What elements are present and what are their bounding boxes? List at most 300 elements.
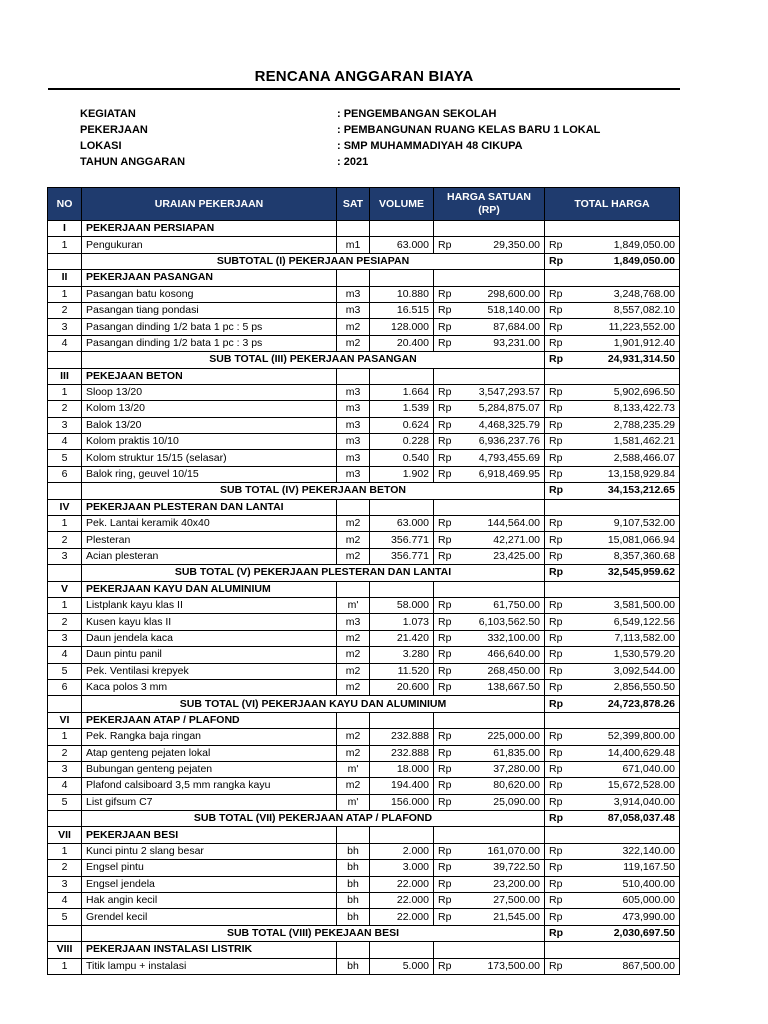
subtotal-blank xyxy=(48,925,82,941)
currency-label: Rp xyxy=(434,417,467,433)
item-row xyxy=(48,450,680,466)
item-total: 3,581,500.00 xyxy=(577,597,680,613)
volume-cell xyxy=(370,270,434,286)
currency-label: Rp xyxy=(434,663,467,679)
item-number: 2 xyxy=(48,860,82,876)
harga-cell xyxy=(467,221,545,237)
header-no: NO xyxy=(48,188,82,221)
currency-label: Rp xyxy=(545,384,577,400)
item-volume: 11.520 xyxy=(370,663,434,679)
meta-value: : PEMBANGUNAN RUANG KELAS BARU 1 LOKAL xyxy=(337,124,601,136)
item-description: Listplank kayu klas II xyxy=(82,597,337,613)
subtotal-value: 87,058,037.48 xyxy=(577,811,680,827)
item-volume: 356.771 xyxy=(370,548,434,564)
unit-price: 27,500.00 xyxy=(467,893,545,909)
currency-label: Rp xyxy=(545,958,577,974)
item-total: 473,990.00 xyxy=(577,909,680,925)
currency-label: Rp xyxy=(434,335,467,351)
budget-table xyxy=(47,187,680,975)
subtotal-row xyxy=(48,696,680,712)
item-volume: 22.000 xyxy=(370,876,434,892)
item-volume: 5.000 xyxy=(370,958,434,974)
section-row xyxy=(48,827,680,843)
unit-price: 225,000.00 xyxy=(467,729,545,745)
item-row xyxy=(48,384,680,400)
subtotal-row xyxy=(48,253,680,269)
currency-label: Rp xyxy=(545,745,577,761)
item-volume: 3.280 xyxy=(370,647,434,663)
item-unit: m2 xyxy=(337,745,370,761)
rp-cell xyxy=(545,368,577,384)
unit-price: 6,936,237.76 xyxy=(467,434,545,450)
subtotal-value: 24,723,878.26 xyxy=(577,696,680,712)
item-total: 15,081,066.94 xyxy=(577,532,680,548)
unit-price: 4,793,455.69 xyxy=(467,450,545,466)
currency-label: Rp xyxy=(545,647,577,663)
header-sat: SAT xyxy=(337,188,370,221)
item-unit: m2 xyxy=(337,548,370,564)
item-total: 2,588,466.07 xyxy=(577,450,680,466)
currency-label: Rp xyxy=(434,401,467,417)
item-row xyxy=(48,647,680,663)
harga-cell xyxy=(467,827,545,843)
project-info xyxy=(80,106,640,170)
section-number: VIII xyxy=(48,942,82,958)
item-description: Pasangan batu kosong xyxy=(82,286,337,302)
item-total: 52,399,800.00 xyxy=(577,729,680,745)
item-volume: 22.000 xyxy=(370,909,434,925)
meta-value: : SMP MUHAMMADIYAH 48 CIKUPA xyxy=(337,140,523,152)
volume-cell xyxy=(370,221,434,237)
currency-label: Rp xyxy=(434,450,467,466)
total-cell xyxy=(577,499,680,515)
item-row xyxy=(48,335,680,351)
item-description: Plafond calsiboard 3,5 mm rangka kayu xyxy=(82,778,337,794)
item-description: Engsel pintu xyxy=(82,860,337,876)
document-title: RENCANA ANGGARAN BIAYA xyxy=(254,68,474,85)
volume-cell xyxy=(370,827,434,843)
currency-label: Rp xyxy=(545,401,577,417)
item-number: 2 xyxy=(48,401,82,417)
item-number: 1 xyxy=(48,843,82,859)
section-number: I xyxy=(48,221,82,237)
item-row xyxy=(48,860,680,876)
table-header-row xyxy=(48,188,680,221)
harga-cell xyxy=(467,499,545,515)
rp-cell xyxy=(545,581,577,597)
subtotal-value: 2,030,697.50 xyxy=(577,925,680,941)
item-row xyxy=(48,958,680,974)
item-number: 2 xyxy=(48,745,82,761)
item-number: 3 xyxy=(48,319,82,335)
currency-label: Rp xyxy=(434,647,467,663)
sat-cell xyxy=(337,221,370,237)
item-row xyxy=(48,794,680,810)
item-total: 1,849,050.00 xyxy=(577,237,680,253)
item-number: 2 xyxy=(48,532,82,548)
section-title: PEKERJAAN BESI xyxy=(82,827,337,843)
item-description: Plesteran xyxy=(82,532,337,548)
item-description: Atap genteng pejaten lokal xyxy=(82,745,337,761)
item-number: 4 xyxy=(48,778,82,794)
item-row xyxy=(48,532,680,548)
sat-cell xyxy=(337,942,370,958)
currency-label: Rp xyxy=(434,516,467,532)
currency-label: Rp xyxy=(545,532,577,548)
unit-price: 138,667.50 xyxy=(467,679,545,695)
item-number: 4 xyxy=(48,434,82,450)
item-volume: 3.000 xyxy=(370,860,434,876)
item-total: 1,901,912.40 xyxy=(577,335,680,351)
rp-cell xyxy=(434,942,467,958)
item-row xyxy=(48,843,680,859)
item-total: 605,000.00 xyxy=(577,893,680,909)
currency-label: Rp xyxy=(545,466,577,482)
currency-label: Rp xyxy=(545,679,577,695)
item-total: 3,248,768.00 xyxy=(577,286,680,302)
currency-label: Rp xyxy=(434,434,467,450)
subtotal-label: SUB TOTAL (VIII) PEKEJAAN BESI xyxy=(82,925,545,941)
item-volume: 128.000 xyxy=(370,319,434,335)
currency-label: Rp xyxy=(434,729,467,745)
currency-label: Rp xyxy=(434,630,467,646)
currency-label: Rp xyxy=(545,843,577,859)
currency-label: Rp xyxy=(434,384,467,400)
volume-cell xyxy=(370,581,434,597)
volume-cell xyxy=(370,368,434,384)
item-description: Balok ring, geuvel 10/15 xyxy=(82,466,337,482)
item-description: Daun pintu panil xyxy=(82,647,337,663)
item-description: Pek. Rangka baja ringan xyxy=(82,729,337,745)
item-number: 5 xyxy=(48,909,82,925)
subtotal-label: SUB TOTAL (VI) PEKERJAAN KAYU DAN ALUMINIUM xyxy=(82,696,545,712)
item-description: Titik lampu + instalasi xyxy=(82,958,337,974)
currency-label: Rp xyxy=(545,597,577,613)
item-volume: 1.073 xyxy=(370,614,434,630)
item-volume: 1.902 xyxy=(370,466,434,482)
item-unit: m3 xyxy=(337,417,370,433)
unit-price: 42,271.00 xyxy=(467,532,545,548)
volume-cell xyxy=(370,499,434,515)
item-description: Pek. Lantai keramik 40x40 xyxy=(82,516,337,532)
section-number: II xyxy=(48,270,82,286)
currency-label: Rp xyxy=(545,778,577,794)
currency-label: Rp xyxy=(434,893,467,909)
item-row xyxy=(48,597,680,613)
item-total: 13,158,929.84 xyxy=(577,466,680,482)
item-number: 1 xyxy=(48,958,82,974)
currency-label: Rp xyxy=(434,286,467,302)
unit-price: 39,722.50 xyxy=(467,860,545,876)
item-total: 3,092,544.00 xyxy=(577,663,680,679)
item-description: List gifsum C7 xyxy=(82,794,337,810)
currency-label: Rp xyxy=(545,729,577,745)
item-total: 14,400,629.48 xyxy=(577,745,680,761)
item-number: 6 xyxy=(48,679,82,695)
subtotal-blank xyxy=(48,811,82,827)
currency-label: Rp xyxy=(434,778,467,794)
unit-price: 25,090.00 xyxy=(467,794,545,810)
subtotal-label: SUB TOTAL (VII) PEKERJAAN ATAP / PLAFOND xyxy=(82,811,545,827)
item-description: Hak angin kecil xyxy=(82,893,337,909)
currency-label: Rp xyxy=(545,614,577,630)
currency-label: Rp xyxy=(545,761,577,777)
unit-price: 21,545.00 xyxy=(467,909,545,925)
rp-cell xyxy=(434,270,467,286)
item-unit: m3 xyxy=(337,434,370,450)
item-description: Pasangan tiang pondasi xyxy=(82,302,337,318)
item-unit: bh xyxy=(337,843,370,859)
unit-price: 332,100.00 xyxy=(467,630,545,646)
currency-label: Rp xyxy=(545,630,577,646)
currency-label: Rp xyxy=(434,761,467,777)
item-number: 4 xyxy=(48,893,82,909)
item-volume: 356.771 xyxy=(370,532,434,548)
currency-label: Rp xyxy=(545,925,577,941)
item-number: 5 xyxy=(48,663,82,679)
item-unit: bh xyxy=(337,876,370,892)
unit-price: 80,620.00 xyxy=(467,778,545,794)
subtotal-value: 32,545,959.62 xyxy=(577,565,680,581)
item-unit: m3 xyxy=(337,450,370,466)
item-total: 8,557,082.10 xyxy=(577,302,680,318)
subtotal-value: 1,849,050.00 xyxy=(577,253,680,269)
item-row xyxy=(48,417,680,433)
item-number: 2 xyxy=(48,302,82,318)
header-total-harga: TOTAL HARGA xyxy=(545,188,680,221)
unit-price: 466,640.00 xyxy=(467,647,545,663)
total-cell xyxy=(577,368,680,384)
section-row xyxy=(48,368,680,384)
section-title: PEKEJAAN BETON xyxy=(82,368,337,384)
total-cell xyxy=(577,581,680,597)
item-volume: 0.624 xyxy=(370,417,434,433)
item-description: Pasangan dinding 1/2 bata 1 pc : 5 ps xyxy=(82,319,337,335)
item-total: 510,400.00 xyxy=(577,876,680,892)
item-unit: m3 xyxy=(337,302,370,318)
meta-value: : PENGEMBANGAN SEKOLAH xyxy=(337,108,497,120)
currency-label: Rp xyxy=(545,794,577,810)
total-cell xyxy=(577,942,680,958)
item-number: 1 xyxy=(48,516,82,532)
subtotal-label: SUB TOTAL (IV) PEKERJAAN BETON xyxy=(82,483,545,499)
item-unit: m2 xyxy=(337,532,370,548)
subtotal-blank xyxy=(48,352,82,368)
section-row xyxy=(48,712,680,728)
item-volume: 156.000 xyxy=(370,794,434,810)
harga-cell xyxy=(467,270,545,286)
item-unit: m2 xyxy=(337,319,370,335)
item-volume: 0.228 xyxy=(370,434,434,450)
item-volume: 63.000 xyxy=(370,516,434,532)
rp-cell xyxy=(434,221,467,237)
item-volume: 10.880 xyxy=(370,286,434,302)
item-row xyxy=(48,548,680,564)
item-description: Grendel kecil xyxy=(82,909,337,925)
item-total: 867,500.00 xyxy=(577,958,680,974)
unit-price: 518,140.00 xyxy=(467,302,545,318)
currency-label: Rp xyxy=(545,483,577,499)
unit-price: 173,500.00 xyxy=(467,958,545,974)
item-unit: m3 xyxy=(337,286,370,302)
item-row xyxy=(48,679,680,695)
currency-label: Rp xyxy=(434,597,467,613)
volume-cell xyxy=(370,712,434,728)
currency-label: Rp xyxy=(545,450,577,466)
unit-price: 6,918,469.95 xyxy=(467,466,545,482)
subtotal-label: SUB TOTAL (V) PEKERJAAN PLESTERAN DAN LANTAI xyxy=(82,565,545,581)
item-unit: m2 xyxy=(337,647,370,663)
item-total: 15,672,528.00 xyxy=(577,778,680,794)
unit-price: 3,547,293.57 xyxy=(467,384,545,400)
item-total: 2,856,550.50 xyxy=(577,679,680,695)
currency-label: Rp xyxy=(434,843,467,859)
item-volume: 232.888 xyxy=(370,745,434,761)
item-number: 2 xyxy=(48,614,82,630)
currency-label: Rp xyxy=(545,893,577,909)
item-unit: m1 xyxy=(337,237,370,253)
currency-label: Rp xyxy=(545,319,577,335)
item-row xyxy=(48,614,680,630)
sat-cell xyxy=(337,499,370,515)
item-number: 1 xyxy=(48,597,82,613)
subtotal-blank xyxy=(48,483,82,499)
item-unit: m' xyxy=(337,761,370,777)
unit-price: 144,564.00 xyxy=(467,516,545,532)
item-row xyxy=(48,778,680,794)
sat-cell xyxy=(337,827,370,843)
subtotal-row xyxy=(48,811,680,827)
total-cell xyxy=(577,221,680,237)
currency-label: Rp xyxy=(434,745,467,761)
item-number: 1 xyxy=(48,384,82,400)
item-total: 5,902,696.50 xyxy=(577,384,680,400)
section-title: PEKERJAAN KAYU DAN ALUMINIUM xyxy=(82,581,337,597)
item-description: Kolom praktis 10/10 xyxy=(82,434,337,450)
currency-label: Rp xyxy=(434,909,467,925)
item-row xyxy=(48,466,680,482)
item-description: Kusen kayu klas II xyxy=(82,614,337,630)
currency-label: Rp xyxy=(434,679,467,695)
currency-label: Rp xyxy=(545,434,577,450)
meta-key: PEKERJAAN xyxy=(80,124,148,136)
item-unit: m2 xyxy=(337,335,370,351)
item-total: 2,788,235.29 xyxy=(577,417,680,433)
item-volume: 18.000 xyxy=(370,761,434,777)
item-row xyxy=(48,909,680,925)
item-description: Kunci pintu 2 slang besar xyxy=(82,843,337,859)
unit-price: 93,231.00 xyxy=(467,335,545,351)
item-total: 671,040.00 xyxy=(577,761,680,777)
item-description: Acian plesteran xyxy=(82,548,337,564)
currency-label: Rp xyxy=(545,302,577,318)
item-unit: bh xyxy=(337,958,370,974)
currency-label: Rp xyxy=(545,286,577,302)
item-volume: 20.400 xyxy=(370,335,434,351)
item-volume: 0.540 xyxy=(370,450,434,466)
header-harga-satuan: HARGA SATUAN (RP) xyxy=(434,188,545,221)
currency-label: Rp xyxy=(545,417,577,433)
item-description: Pasangan dinding 1/2 bata 1 pc : 3 ps xyxy=(82,335,337,351)
item-row xyxy=(48,434,680,450)
subtotal-row xyxy=(48,483,680,499)
item-volume: 1.539 xyxy=(370,401,434,417)
unit-price: 23,425.00 xyxy=(467,548,545,564)
currency-label: Rp xyxy=(545,565,577,581)
item-number: 5 xyxy=(48,794,82,810)
meta-row-pekerjaan xyxy=(80,122,640,138)
currency-label: Rp xyxy=(434,958,467,974)
item-volume: 21.420 xyxy=(370,630,434,646)
item-description: Pek. Ventilasi krepyek xyxy=(82,663,337,679)
subtotal-label: SUBTOTAL (I) PEKERJAAN PESIAPAN xyxy=(82,253,545,269)
currency-label: Rp xyxy=(545,335,577,351)
item-number: 4 xyxy=(48,647,82,663)
item-description: Bubungan genteng pejaten xyxy=(82,761,337,777)
rp-cell xyxy=(545,221,577,237)
currency-label: Rp xyxy=(545,237,577,253)
item-total: 11,223,552.00 xyxy=(577,319,680,335)
item-number: 1 xyxy=(48,286,82,302)
item-total: 322,140.00 xyxy=(577,843,680,859)
item-number: 3 xyxy=(48,417,82,433)
subtotal-blank xyxy=(48,565,82,581)
item-total: 3,914,040.00 xyxy=(577,794,680,810)
currency-label: Rp xyxy=(545,253,577,269)
item-total: 8,357,360.68 xyxy=(577,548,680,564)
item-unit: m2 xyxy=(337,516,370,532)
item-description: Daun jendela kaca xyxy=(82,630,337,646)
unit-price: 61,835.00 xyxy=(467,745,545,761)
item-row xyxy=(48,401,680,417)
currency-label: Rp xyxy=(545,548,577,564)
unit-price: 268,450.00 xyxy=(467,663,545,679)
item-row xyxy=(48,893,680,909)
meta-value: : 2021 xyxy=(337,156,369,168)
item-number: 1 xyxy=(48,729,82,745)
currency-label: Rp xyxy=(545,663,577,679)
total-cell xyxy=(577,712,680,728)
unit-price: 29,350.00 xyxy=(467,237,545,253)
item-total: 7,113,582.00 xyxy=(577,630,680,646)
rp-cell xyxy=(434,581,467,597)
subtotal-blank xyxy=(48,253,82,269)
section-row xyxy=(48,221,680,237)
item-volume: 20.600 xyxy=(370,679,434,695)
item-unit: m' xyxy=(337,597,370,613)
rp-cell xyxy=(545,712,577,728)
unit-price: 4,468,325.79 xyxy=(467,417,545,433)
title-underline xyxy=(48,88,680,90)
subtotal-value: 24,931,314.50 xyxy=(577,352,680,368)
item-row xyxy=(48,663,680,679)
item-row xyxy=(48,729,680,745)
meta-key: KEGIATAN xyxy=(80,108,136,120)
header-uraian: URAIAN PEKERJAAN xyxy=(82,188,337,221)
unit-price: 5,284,875.07 xyxy=(467,401,545,417)
item-description: Pengukuran xyxy=(82,237,337,253)
subtotal-row xyxy=(48,925,680,941)
subtotal-value: 34,153,212.65 xyxy=(577,483,680,499)
currency-label: Rp xyxy=(545,696,577,712)
item-unit: m2 xyxy=(337,778,370,794)
currency-label: Rp xyxy=(434,302,467,318)
unit-price: 23,200.00 xyxy=(467,876,545,892)
harga-cell xyxy=(467,581,545,597)
item-total: 8,133,422.73 xyxy=(577,401,680,417)
item-number: 5 xyxy=(48,450,82,466)
section-title: PEKERJAAN INSTALASI LISTRIK xyxy=(82,942,337,958)
